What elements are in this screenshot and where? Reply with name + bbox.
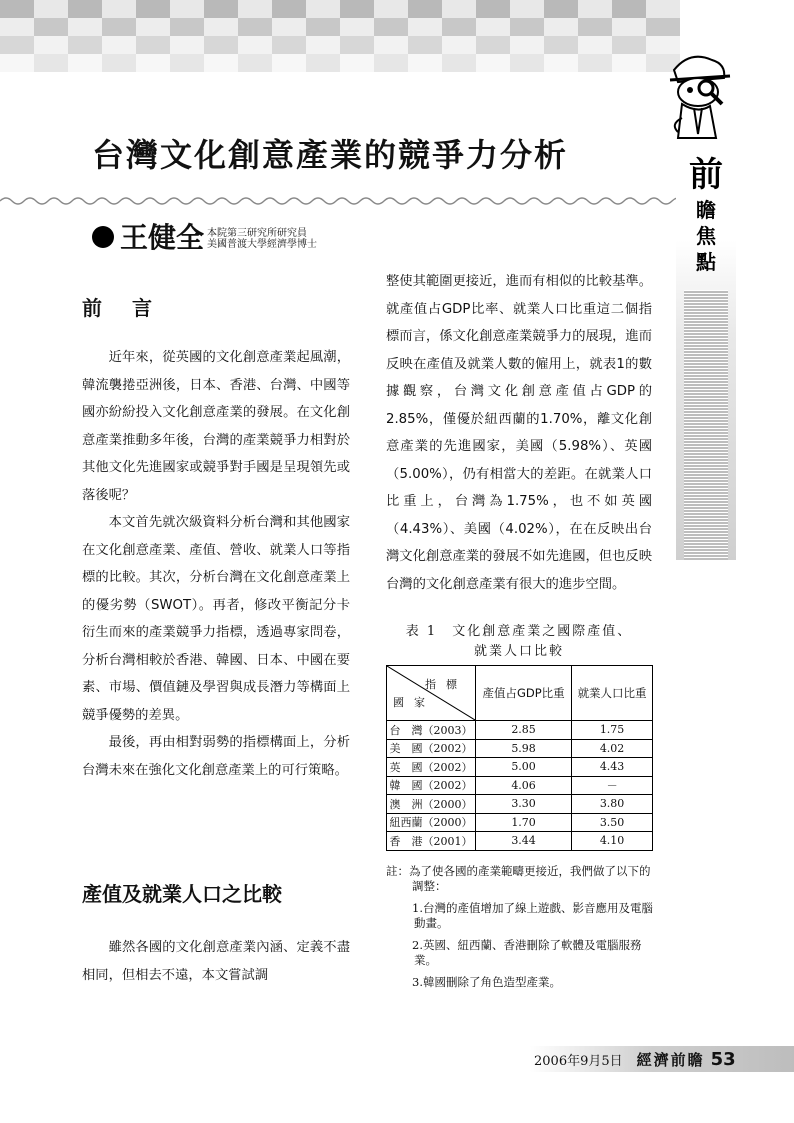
author-line xyxy=(92,221,318,254)
checker-cell xyxy=(306,0,340,18)
checker-cell xyxy=(272,0,306,18)
checker-cell xyxy=(544,0,578,18)
table-row xyxy=(387,721,653,740)
country-cell: 紐西蘭（2000） xyxy=(387,813,476,832)
heading-output-employment: 產值及就業人口之比較 xyxy=(82,882,282,906)
checker-cell xyxy=(102,54,136,72)
paragraph: 本文首先就次級資料分析台灣和其他國家在文化創意產業、產值、營收、就業人口等指標的比較。其次，分析台灣在文化創意產業上的優劣勢（SWOT）。再者，修改平衡記分卡衍生而來的產業競爭力指標，透過專家問卷，分析台灣相較於香港、韓國、日本、中國在要素、市場、價值鏈及學習與成長潛力等構面上競爭優勢的差異。 xyxy=(82,515,350,723)
checker-cell xyxy=(612,0,646,18)
country-cell: 英 國（2002） xyxy=(387,758,476,777)
checker-cell xyxy=(374,18,408,36)
checker-cell xyxy=(0,54,34,72)
employment-cell: 3.50 xyxy=(572,813,653,832)
checker-cell xyxy=(68,0,102,18)
checker-cell xyxy=(612,18,646,36)
body-column-right xyxy=(386,268,652,598)
checker-cell xyxy=(272,18,306,36)
checker-cell xyxy=(510,36,544,54)
side-tab-stripes xyxy=(684,290,728,560)
checker-cell xyxy=(340,36,374,54)
checker-cell xyxy=(578,54,612,72)
country-cell: 台 灣（2003） xyxy=(387,721,476,740)
checker-cell xyxy=(0,36,34,54)
table-corner-cell xyxy=(387,666,476,721)
checker-cell xyxy=(238,0,272,18)
checker-cell xyxy=(204,54,238,72)
table-header-row xyxy=(387,666,653,721)
gdp-cell: 1.70 xyxy=(476,813,572,832)
employment-cell: 1.75 xyxy=(572,721,653,740)
body-column-left-lower xyxy=(82,934,350,989)
magazine-name: 經濟前瞻 xyxy=(636,1050,705,1069)
checker-cell xyxy=(34,54,68,72)
author-affiliation xyxy=(207,228,317,250)
section-char-3: 焦 xyxy=(696,224,716,248)
checker-cell xyxy=(408,18,442,36)
checker-cell xyxy=(238,54,272,72)
author-name: 王健全 xyxy=(120,221,205,254)
paragraph: 最後，再由相對弱勢的指標構面上，分析台灣未來在強化文化創意產業上的可行策略。 xyxy=(82,735,350,778)
employment-cell: 4.10 xyxy=(572,832,653,851)
section-char-1: 前 xyxy=(689,155,723,195)
article-title: 台灣文化創意產業的競爭力分析 xyxy=(92,136,569,174)
gdp-cell: 4.06 xyxy=(476,776,572,795)
checker-cell xyxy=(102,18,136,36)
checker-cell xyxy=(204,36,238,54)
checker-cell xyxy=(0,0,34,18)
checker-cell xyxy=(544,54,578,72)
checker-cell xyxy=(272,54,306,72)
checker-cell xyxy=(68,18,102,36)
checker-cell xyxy=(374,54,408,72)
note-item: 1.台灣的產值增加了線上遊戲、影音應用及電腦動畫。 xyxy=(412,901,653,930)
gdp-cell: 2.85 xyxy=(476,721,572,740)
checker-cell xyxy=(544,18,578,36)
note-lead: 註：為了使各國的產業範疇更接近，我們做了以下的調整： xyxy=(386,864,651,893)
checker-cell xyxy=(204,0,238,18)
checker-cell xyxy=(646,0,680,18)
checker-cell xyxy=(170,0,204,18)
checker-cell xyxy=(102,36,136,54)
checker-cell xyxy=(136,54,170,72)
section-char-2: 瞻 xyxy=(696,198,716,222)
paragraph: 近年來，從英國的文化創意產業起風潮，韓流襲捲亞洲後，日本、香港、台灣、中國等國亦紛紛投入文化創意產業的發展。在文化創意產業推動多年後，台灣的產業競爭力相對於其他文化先進國家或競爭對手國是呈現領先或落後呢？ xyxy=(82,350,350,503)
employment-cell: 3.80 xyxy=(572,795,653,814)
checker-cell xyxy=(476,0,510,18)
checker-cell xyxy=(374,36,408,54)
country-cell: 香 港（2001） xyxy=(387,832,476,851)
checker-cell xyxy=(102,0,136,18)
checker-cell xyxy=(442,36,476,54)
checker-cell xyxy=(34,36,68,54)
checker-cell xyxy=(34,0,68,18)
checker-cell xyxy=(476,54,510,72)
checker-cell xyxy=(544,36,578,54)
table-caption-line-1: 表 1 文化創意產業之國際產值、 xyxy=(405,624,633,639)
checker-cell xyxy=(136,18,170,36)
corner-label-indicator: 指標 xyxy=(425,678,467,691)
affiliation-line-1: 本院第三研究所研究員 xyxy=(207,228,308,239)
paragraph: 雖然各國的文化創意產業內涵、定義不盡相同，但相去不遠，本文嘗試調 xyxy=(82,940,350,983)
detective-mascot-icon xyxy=(660,48,736,140)
section-side-tab xyxy=(676,150,736,560)
checker-cell xyxy=(34,18,68,36)
checker-cell xyxy=(170,54,204,72)
checker-cell xyxy=(340,54,374,72)
checker-cell xyxy=(374,0,408,18)
checker-cell xyxy=(510,54,544,72)
table-row xyxy=(387,795,653,814)
column-header-employment: 就業人口比重 xyxy=(572,666,653,721)
section-char-4: 點 xyxy=(696,250,716,274)
body-column-left xyxy=(82,344,350,784)
checker-cell xyxy=(340,18,374,36)
gdp-cell: 3.30 xyxy=(476,795,572,814)
checker-cell xyxy=(510,0,544,18)
checker-cell xyxy=(476,36,510,54)
checker-cell xyxy=(408,54,442,72)
comparison-table xyxy=(386,665,653,851)
checker-header-band xyxy=(0,0,680,72)
employment-cell: 4.02 xyxy=(572,739,653,758)
checker-cell xyxy=(578,18,612,36)
page-footer xyxy=(530,1046,794,1072)
checker-cell xyxy=(612,36,646,54)
checker-cell xyxy=(442,18,476,36)
table-row xyxy=(387,832,653,851)
checker-cell xyxy=(408,0,442,18)
checker-cell xyxy=(442,0,476,18)
paragraph: 整使其範圍更接近，進而有相似的比較基準。就產值占GDP比率、就業人口比重這二個指標而言，係文化創意產業競爭力的展現，進而反映在產值及就業人數的僱用上，就表1的數據觀察，台灣文化創意產值占GDP的2.85%，僅優於紐西蘭的1.70%，離文化創意產業的先進國家，美國（5.98%）、英國（5.00%），仍有相當大的差距。在就業人口比重上，台灣為1.75%，也不如英國（4.43%）、美國（4.02%），在在反映出台灣文化創意產業的發展不如先進國，但也反映台灣的文化創意產業有很大的進步空間。 xyxy=(386,274,652,592)
checker-cell xyxy=(408,36,442,54)
heading-introduction: 前言 xyxy=(82,296,182,320)
checker-cell xyxy=(68,36,102,54)
issue-date: 2006年9月5日 xyxy=(534,1053,623,1069)
checker-cell xyxy=(272,36,306,54)
checker-cell xyxy=(136,36,170,54)
table-notes xyxy=(386,864,658,990)
checker-cell xyxy=(136,0,170,18)
employment-cell: － xyxy=(572,776,653,795)
checker-cell xyxy=(68,54,102,72)
affiliation-line-2: 美國普渡大學經濟學博士 xyxy=(207,239,318,250)
table-row xyxy=(387,813,653,832)
checker-cell xyxy=(306,18,340,36)
table-caption-line-2: 就業人口比較 xyxy=(473,644,564,659)
gdp-cell: 3.44 xyxy=(476,832,572,851)
gdp-cell: 5.00 xyxy=(476,758,572,777)
table-caption xyxy=(386,622,652,662)
checker-cell xyxy=(442,54,476,72)
checker-cell xyxy=(646,18,680,36)
checker-cell xyxy=(170,18,204,36)
checker-cell xyxy=(476,18,510,36)
checker-cell xyxy=(578,0,612,18)
checker-cell xyxy=(204,18,238,36)
checker-cell xyxy=(340,0,374,18)
checker-cell xyxy=(510,18,544,36)
note-item: 2.英國、紐西蘭、香港刪除了軟體及電腦服務業。 xyxy=(412,938,642,967)
table-row xyxy=(387,739,653,758)
checker-cell xyxy=(170,36,204,54)
table-row xyxy=(387,776,653,795)
country-cell: 美 國（2002） xyxy=(387,739,476,758)
note-item: 3.韓國刪除了角色造型產業。 xyxy=(412,975,561,989)
bullet-dot-icon xyxy=(92,226,114,248)
page-number: 53 xyxy=(710,1048,736,1070)
checker-cell xyxy=(306,54,340,72)
wavy-divider xyxy=(0,194,676,208)
corner-label-country: 國家 xyxy=(393,696,435,709)
checker-cell xyxy=(578,36,612,54)
table-row xyxy=(387,758,653,777)
checker-cell xyxy=(0,18,34,36)
country-cell: 澳 洲（2000） xyxy=(387,795,476,814)
checker-cell xyxy=(612,54,646,72)
column-header-gdp: 產值占GDP比重 xyxy=(476,666,572,721)
checker-cell xyxy=(238,18,272,36)
checker-cell xyxy=(306,36,340,54)
employment-cell: 4.43 xyxy=(572,758,653,777)
checker-cell xyxy=(238,36,272,54)
gdp-cell: 5.98 xyxy=(476,739,572,758)
country-cell: 韓 國（2002） xyxy=(387,776,476,795)
